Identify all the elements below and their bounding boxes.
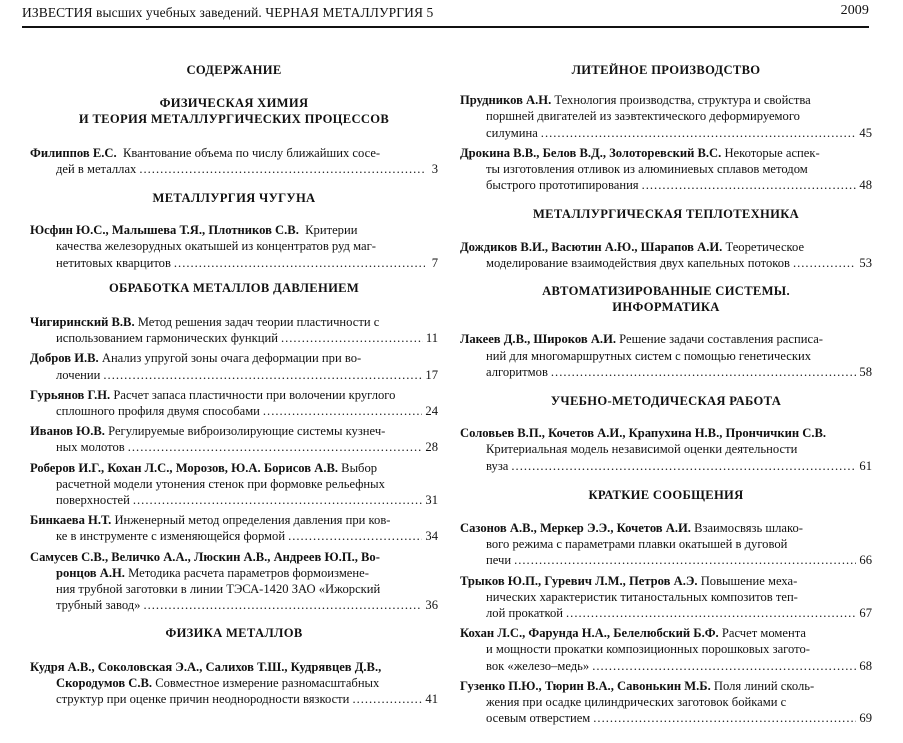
- entry-title: Регулируемые виброизолирующие системы кузнеч-: [108, 424, 386, 439]
- entry-title: Взаимосвязь шлако-: [694, 521, 803, 536]
- toc-entry[interactable]: [30, 423, 438, 455]
- entry-title: Теоретическое: [725, 239, 805, 254]
- entry-title: Некоторые аспек-: [724, 145, 820, 160]
- section-title: ОБРАБОТКА МЕТАЛЛОВ ДАВЛЕНИЕМ: [108, 280, 360, 295]
- entry-title: Метод решения задач теории пластичности с: [137, 315, 380, 330]
- section-title: ФИЗИКА МЕТАЛЛОВ: [165, 626, 303, 641]
- right-column: [460, 62, 872, 731]
- page-number: 58: [859, 364, 872, 379]
- toc-entry[interactable]: [460, 520, 872, 569]
- toc-entry[interactable]: [460, 92, 872, 141]
- leader-dots: [541, 125, 857, 141]
- leader-dots: [642, 177, 857, 193]
- entry-title: вок «железо–медь»: [486, 658, 590, 673]
- entry-title: моделирование взаимодействия двух капельных потоков: [486, 255, 790, 270]
- entry-title: Методика расчета параметров формоизмене-: [128, 565, 369, 580]
- toc-entry[interactable]: [30, 659, 438, 708]
- entry-title: и мощности прокатки композиционных порошковых загото-: [486, 642, 810, 657]
- entry-authors: Гузенко П.Ю., Тюрин В.А., Савонькин М.Б.: [460, 678, 711, 693]
- entry-title: нетитовых кварцитов: [56, 255, 171, 270]
- entry-authors: Юсфин Ю.С., Малышева Т.Я., Плотников С.В.: [30, 223, 299, 238]
- entry-title: лочении: [56, 367, 101, 382]
- leader-dots: [174, 255, 425, 271]
- page-number: 11: [425, 331, 438, 346]
- journal-title: ИЗВЕСТИЯ высших учебных заведений. ЧЕРНАЯ МЕТАЛЛУРГИЯ 5: [22, 5, 434, 20]
- toc-entry[interactable]: [460, 331, 872, 380]
- entry-title: ты изготовления отливок из алюминиевых сплавов методом: [486, 162, 808, 177]
- entry-title: качества железорудных окатышей из концентратов руд маг-: [56, 239, 376, 254]
- leader-dots: [514, 552, 856, 568]
- entry-title: Расчет момента: [721, 626, 806, 641]
- entry-authors: ронцов А.Н.: [56, 565, 125, 580]
- leader-dots: [139, 161, 425, 177]
- entry-title: Выбор: [341, 460, 378, 475]
- entry-authors: Скородумов С.В.: [56, 675, 153, 690]
- section-title: И ТЕОРИЯ МЕТАЛЛУРГИЧЕСКИХ ПРОЦЕССОВ: [78, 112, 390, 127]
- entry-title: силумина: [486, 125, 538, 140]
- entry-authors: Дрокина В.В., Белов В.Д., Золоторевский В.С.: [460, 145, 722, 160]
- entry-authors: Иванов Ю.В.: [30, 424, 105, 439]
- entry-title: Технология производства, структура и свойства: [554, 93, 811, 108]
- entry-title: осевым отверстием: [486, 711, 591, 726]
- leader-dots: [263, 403, 423, 419]
- toc-entry[interactable]: [30, 512, 438, 544]
- toc-entry[interactable]: [460, 625, 872, 674]
- page-number: 61: [859, 458, 872, 473]
- entry-authors: Чигиринский В.В.: [30, 315, 135, 330]
- page-number: 7: [431, 255, 438, 270]
- page-number: 17: [425, 367, 438, 382]
- entry-title: использованием гармонических функций: [56, 331, 278, 346]
- page-number: 41: [425, 692, 438, 707]
- section-title: АВТОМАТИЗИРОВАННЫЕ СИСТЕМЫ.: [542, 284, 790, 299]
- running-header: [22, 3, 869, 27]
- leader-dots: [103, 367, 422, 383]
- section-title: МЕТАЛЛУРГИЯ ЧУГУНА: [152, 191, 316, 206]
- entry-authors: Соловьев В.П., Кочетов А.И., Крапухина Н.В., Прончичкин С.В.: [460, 426, 827, 441]
- entry-authors: Кохан Л.С., Фарунда Н.А., Белелюбский Б.Ф.: [460, 626, 719, 641]
- leader-dots: [592, 658, 856, 674]
- entry-authors: Гурьянов Г.Н.: [30, 387, 111, 402]
- entry-authors: Дождиков В.И., Васютин А.Ю., Шарапов А.И.: [460, 239, 723, 254]
- entry-authors: Роберов И.Г., Кохан Л.С., Морозов, Ю.А. Борисов А.В.: [30, 460, 339, 475]
- leader-dots: [566, 605, 856, 621]
- entry-title: Поля линий сколь-: [713, 678, 815, 693]
- leader-dots: [352, 691, 422, 707]
- leader-dots: [551, 364, 857, 380]
- section-title: ФИЗИЧЕСКАЯ ХИМИЯ: [159, 96, 309, 111]
- entry-authors: Сазонов А.В., Меркер Э.Э., Кочетов А.И.: [460, 521, 691, 536]
- entry-title: вуза: [486, 458, 509, 473]
- leader-dots: [511, 458, 856, 474]
- section-title: ИНФОРМАТИКА: [612, 300, 720, 315]
- entry-title: Критерии: [305, 223, 358, 238]
- page-number: 34: [425, 529, 438, 544]
- entry-title: ке в инструменте с изменяющейся формой: [56, 529, 286, 544]
- page-number: 48: [859, 178, 872, 193]
- entry-title: ния трубной заготовки в линии ТЭСА-1420 ЗАО «Ижорский: [56, 582, 381, 597]
- entry-title: Квантование объема по числу ближайших сосе-: [122, 145, 381, 160]
- page-number: 68: [859, 658, 872, 673]
- entry-title: поршней двигателей из заэвтектического деформируемого: [486, 109, 800, 124]
- section-title: ЛИТЕЙНОЕ ПРОИЗВОДСТВО: [571, 63, 761, 77]
- section-title: КРАТКИЕ СООБЩЕНИЯ: [588, 487, 744, 502]
- entry-title: Совместное измерение разномасштабных: [155, 675, 380, 690]
- toc-entry[interactable]: [460, 145, 872, 194]
- entry-title: сплошного профиля двумя способами: [56, 404, 260, 419]
- entry-title: Решение задачи составления расписа-: [619, 332, 823, 347]
- entry-authors: Прудников А.Н.: [460, 93, 552, 108]
- page-number: 69: [859, 711, 872, 726]
- entry-title: расчетной модели утонения стенок при формовке рельефных: [56, 476, 385, 491]
- entry-title: быстрого прототипирования: [486, 178, 639, 193]
- entry-authors: Бинкаева Н.Т.: [30, 513, 112, 528]
- entry-title: Критериальная модель независимой оценки деятельности: [486, 442, 798, 457]
- entry-title: жения при осадке цилиндрических заготовок бойками с: [486, 695, 787, 710]
- header-rule: [22, 26, 869, 28]
- leader-dots: [128, 439, 423, 455]
- entry-authors: Самусев С.В., Величко А.А., Люскин А.В., Андреев Ю.П., Во-: [30, 549, 380, 564]
- entry-title: лой прокаткой: [486, 606, 564, 621]
- toc-entry[interactable]: [30, 314, 438, 346]
- entry-authors: Лакеев Д.В., Широков А.И.: [460, 332, 617, 347]
- toc-entry[interactable]: [30, 460, 438, 509]
- entry-title: печи: [486, 553, 512, 568]
- page-number: 24: [425, 404, 438, 419]
- entry-title: дей в металлах: [56, 161, 137, 176]
- leader-dots: [143, 597, 422, 613]
- page-number: 31: [425, 493, 438, 508]
- toc-entry[interactable]: [460, 425, 872, 474]
- entry-title: Расчет запаса пластичности при волочении круглого: [113, 387, 396, 402]
- toc-entry[interactable]: [30, 387, 438, 419]
- entry-title: поверхностей: [56, 493, 130, 508]
- page-number: 45: [859, 125, 872, 140]
- toc-entry[interactable]: [460, 573, 872, 622]
- page-number: 67: [859, 606, 872, 621]
- entry-title: Анализ упругой зоны очага деформации при во-: [101, 351, 362, 366]
- entry-authors: Кудря А.В., Соколовская Э.А., Салихов Т.Ш., Кудрявцев Д.В.,: [30, 659, 382, 674]
- leader-dots: [593, 710, 856, 726]
- year: 2009: [840, 3, 869, 18]
- toc-entry[interactable]: [30, 350, 438, 382]
- contents-title: СОДЕРЖАНИЕ: [186, 63, 282, 77]
- section-title: УЧЕБНО-МЕТОДИЧЕСКАЯ РАБОТА: [550, 394, 782, 409]
- entry-authors: Добров И.В.: [30, 351, 99, 366]
- entry-title: Повышение меха-: [700, 573, 798, 588]
- toc-entry[interactable]: [30, 145, 438, 177]
- page-number: 36: [425, 598, 438, 613]
- leader-dots: [281, 330, 423, 346]
- entry-title: трубный завод»: [56, 598, 141, 613]
- toc-entry[interactable]: [30, 222, 438, 271]
- entry-title: алгоритмов: [486, 364, 548, 379]
- toc-entry[interactable]: [30, 549, 438, 614]
- entry-authors: Трыков Ю.П., Гуревич Л.М., Петров А.Э.: [460, 573, 698, 588]
- entry-title: нических характеристик титаностальных композитов теп-: [486, 589, 798, 604]
- entry-title: Инженерный метод определения давления при ков-: [114, 513, 391, 528]
- leader-dots: [133, 492, 423, 508]
- toc-entry[interactable]: [460, 678, 872, 727]
- page-number: 66: [859, 553, 872, 568]
- entry-title: ных молотов: [56, 440, 125, 455]
- entry-title: вого режима с параметрами плавки окатышей в дуговой: [486, 537, 788, 552]
- left-column: [30, 62, 438, 711]
- page-number: 53: [859, 255, 872, 270]
- leader-dots: [288, 528, 422, 544]
- leader-dots: [793, 255, 856, 271]
- page-number: 28: [425, 440, 438, 455]
- entry-authors: Филиппов Е.С.: [30, 145, 117, 160]
- toc-entry[interactable]: [460, 239, 872, 271]
- section-title: МЕТАЛЛУРГИЧЕСКАЯ ТЕПЛОТЕХНИКА: [532, 207, 800, 222]
- entry-title: структур при оценке причин неоднородности вязкости: [56, 692, 350, 707]
- entry-title: ний для многомаршрутных систем с помощью генетических: [486, 348, 812, 363]
- page-number: 3: [431, 161, 438, 176]
